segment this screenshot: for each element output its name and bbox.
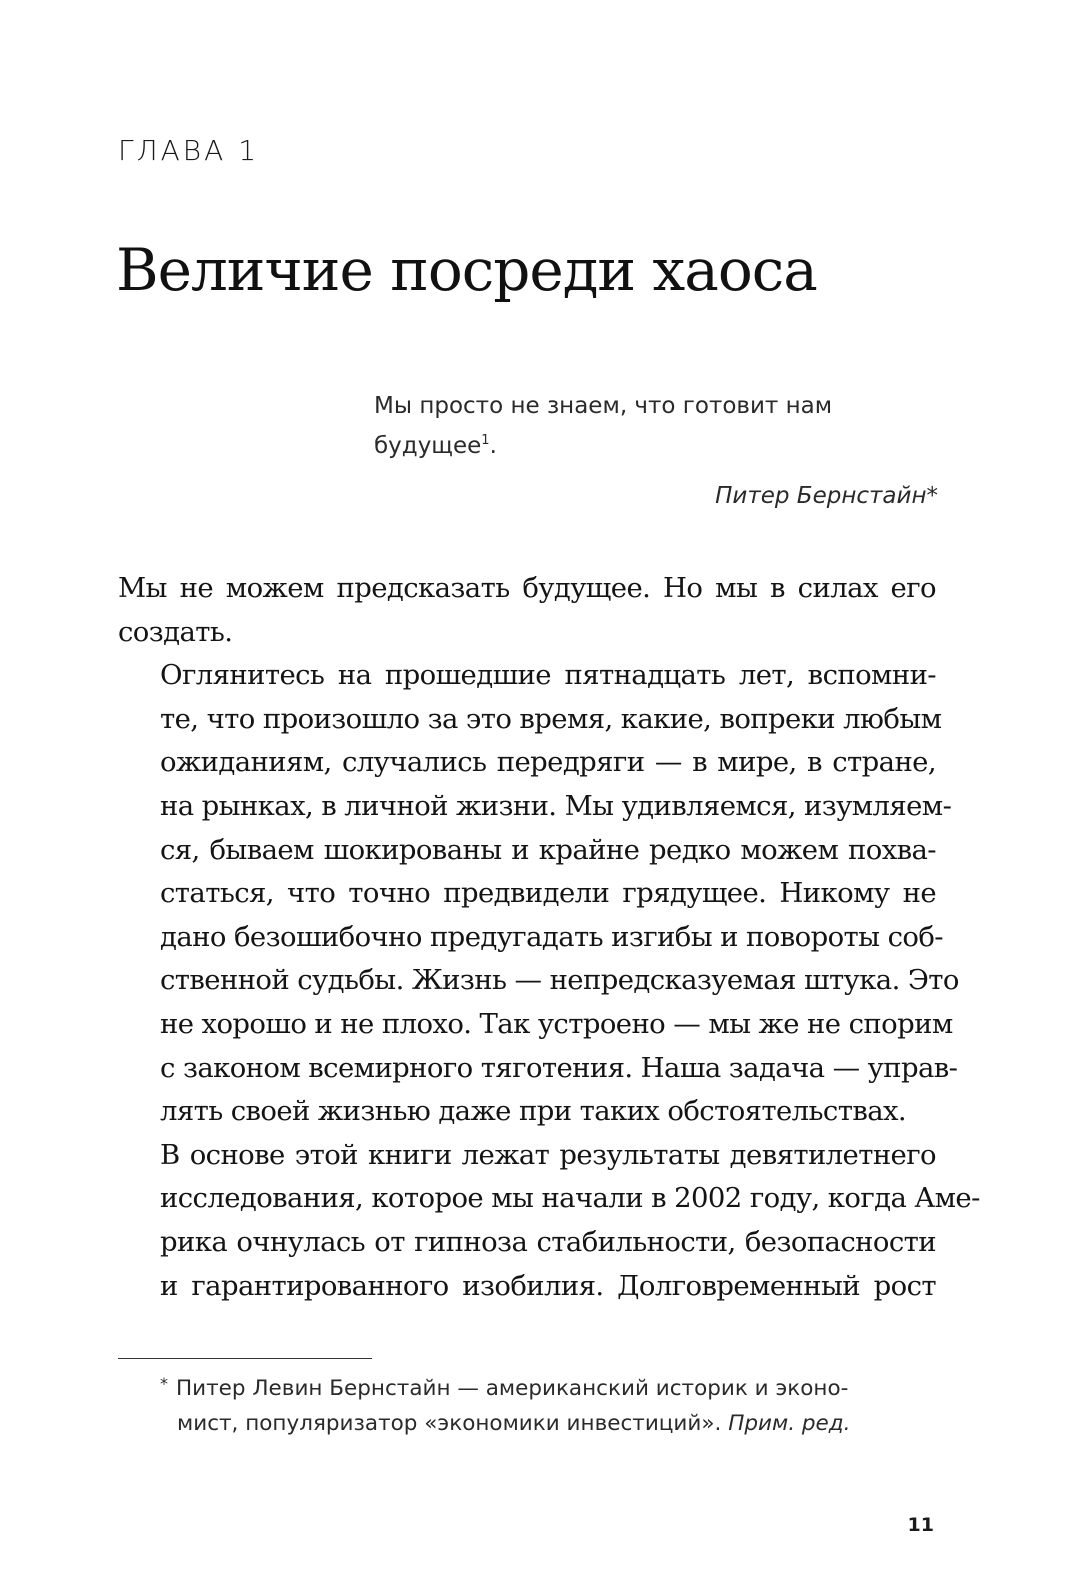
epigraph-quote-line: Мы просто не знаем, что готовит нам	[374, 393, 833, 419]
text-line: дано безошибочно предугадать изгибы и повороты соб-	[160, 920, 943, 953]
text-line: на рынках, в личной жизни. Мы удивляемся, изумляем-	[160, 789, 952, 822]
epigraph	[374, 386, 944, 516]
text-line: те, что произошло за это время, какие, вопреки любым	[160, 702, 942, 735]
paragraph	[118, 1134, 980, 1308]
epigraph-quote-line: будущее	[374, 433, 482, 459]
body-text	[118, 567, 980, 1308]
footnote-text: мист, популяризатор «экономики инвестиций».	[177, 1411, 729, 1436]
text-line: ственной судьбы. Жизнь — непредсказуемая штука. Это	[160, 964, 959, 997]
page-number: 11	[907, 1514, 934, 1536]
text-line: и гарантированного изобилия. Долговременный рост	[160, 1269, 936, 1302]
epigraph-quote-end: .	[489, 433, 497, 459]
text-line: с законом всемирного тяготения. Наша задача — управ-	[160, 1051, 958, 1084]
epigraph-quote	[374, 386, 944, 466]
paragraph	[118, 654, 959, 1134]
text-line: создать.	[118, 615, 233, 648]
paragraph	[118, 567, 936, 654]
footnote-rule	[118, 1358, 372, 1359]
editor-note: Прим. ред.	[728, 1411, 851, 1436]
text-line: Оглянитесь на прошедшие пятнадцать лет, вспомни-	[160, 659, 936, 692]
text-line: ожиданиям, случались передряги — в мире, в стране,	[160, 746, 936, 779]
text-line: лять своей жизнью даже при таких обстоятельствах.	[160, 1095, 907, 1128]
text-line: исследования, которое мы начали в 2002 году, когда Аме-	[160, 1182, 980, 1215]
endnote-reference[interactable]: 1	[481, 433, 490, 448]
text-line: статься, что точно предвидели грядущее. Никому не	[160, 877, 936, 910]
chapter-title: Величие посреди хаоса	[116, 236, 817, 304]
footnote	[160, 1372, 920, 1441]
text-line: В основе этой книги лежат результаты девятилетнего	[160, 1138, 936, 1171]
chapter-label: ГЛАВА 1	[118, 134, 260, 167]
footnote-line	[160, 1407, 920, 1441]
text-line: Мы не можем предсказать будущее. Но мы в силах его	[118, 572, 936, 604]
text-line: не хорошо и не плохо. Так устроено — мы же не спорим	[160, 1007, 953, 1040]
footnote-line	[160, 1372, 920, 1407]
footnote-text: Питер Левин Бернстайн — американский историк и эконо-	[176, 1376, 849, 1401]
footnote-mark: *	[160, 1374, 168, 1393]
text-line: ся, бываем шокированы и крайне редко можем похва-	[160, 833, 936, 866]
text-line: рика очнулась от гипноза стабильности, безопасности	[160, 1225, 936, 1258]
epigraph-author: Питер Бернстайн*	[715, 483, 938, 509]
